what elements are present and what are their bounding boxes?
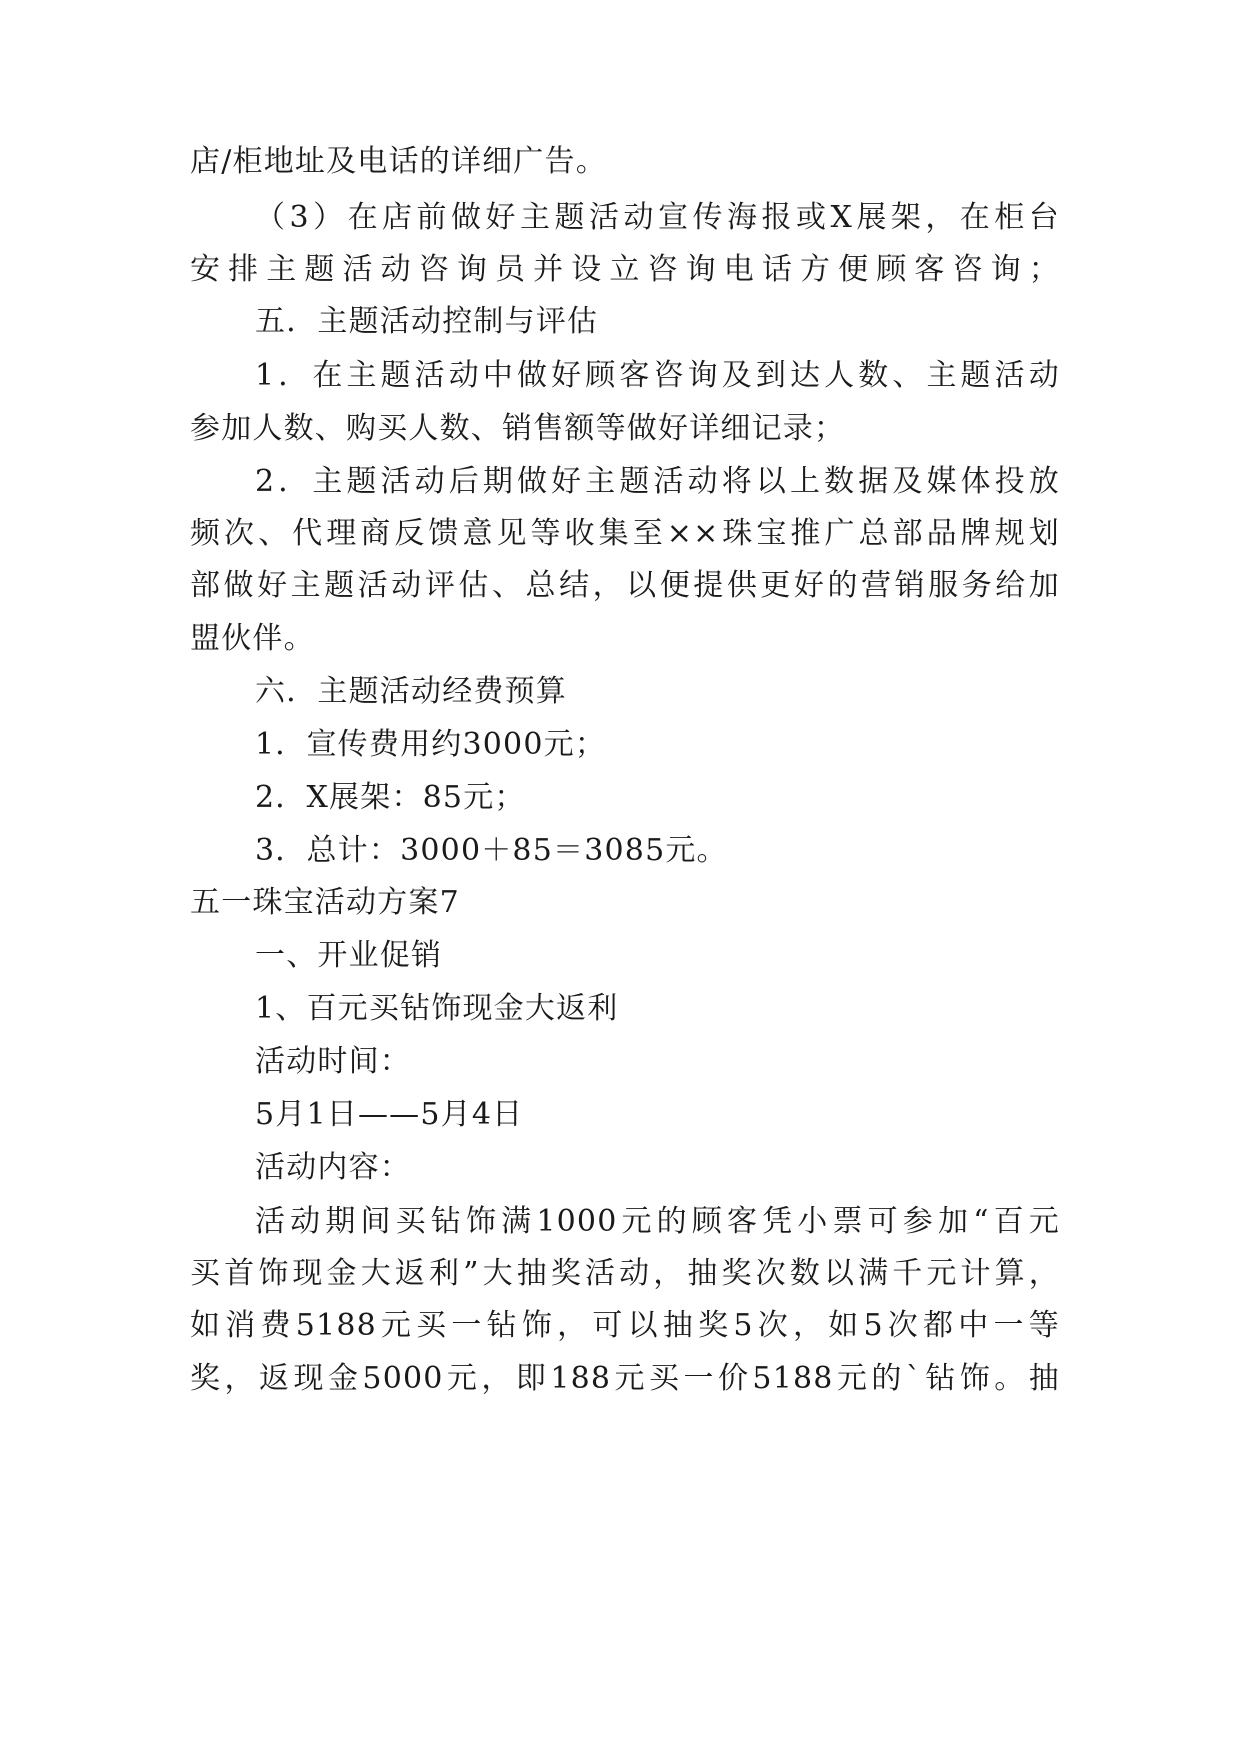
text-line: 活动时间： — [255, 1044, 411, 1079]
section-heading: 五．主题活动控制与评估 — [255, 304, 599, 339]
text-line: 5月1日——5月4日 — [255, 1097, 524, 1132]
text-line: 频次、代理商反馈意见等收集至××珠宝推广总部品牌规划 — [190, 516, 1060, 551]
text-line: 1．在主题活动中做好顾客咨询及到达人数、主题活动 — [255, 358, 1060, 393]
text-line: （3）在店前做好主题活动宣传海报或X展架，在柜台 — [255, 200, 1060, 235]
text-line: 活动内容： — [255, 1150, 411, 1185]
text-line: 1．宣传费用约3000元； — [255, 727, 607, 762]
text-line: 买首饰现金大返利”大抽奖活动，抽奖次数以满千元计算， — [190, 1256, 1060, 1291]
text-line: 2．X展架：85元； — [255, 780, 526, 815]
section-heading: 六．主题活动经费预算 — [255, 674, 567, 709]
text-line: 如消费5188元买一钻饰，可以抽奖5次，如5次都中一等 — [190, 1308, 1060, 1343]
document-heading: 五一珠宝活动方案7 — [190, 885, 460, 920]
subsection-heading: 1、百元买钻饰现金大返利 — [255, 991, 619, 1026]
text-line: 活动期间买钻饰满1000元的顾客凭小票可参加“百元 — [255, 1204, 1060, 1239]
text-line: 部做好主题活动评估、总结，以便提供更好的营销服务给加 — [190, 568, 1060, 603]
text-line: 参加人数、购买人数、销售额等做好详细记录； — [190, 411, 846, 446]
text-line: 奖，返现金5000元，即188元买一价5188元的`钻饰。抽 — [190, 1361, 1060, 1396]
text-line: 3．总计：3000＋85＝3085元。 — [255, 833, 728, 868]
text-line: 2．主题活动后期做好主题活动将以上数据及媒体投放 — [255, 464, 1060, 499]
text-line: 店/柜地址及电话的详细广告。 — [190, 144, 607, 179]
section-heading: 一、开业促销 — [255, 938, 443, 973]
text-line: 盟伙伴。 — [190, 621, 315, 656]
text-line: 安排主题活动咨询员并设立咨询电话方便顾客咨询； — [190, 252, 1060, 287]
